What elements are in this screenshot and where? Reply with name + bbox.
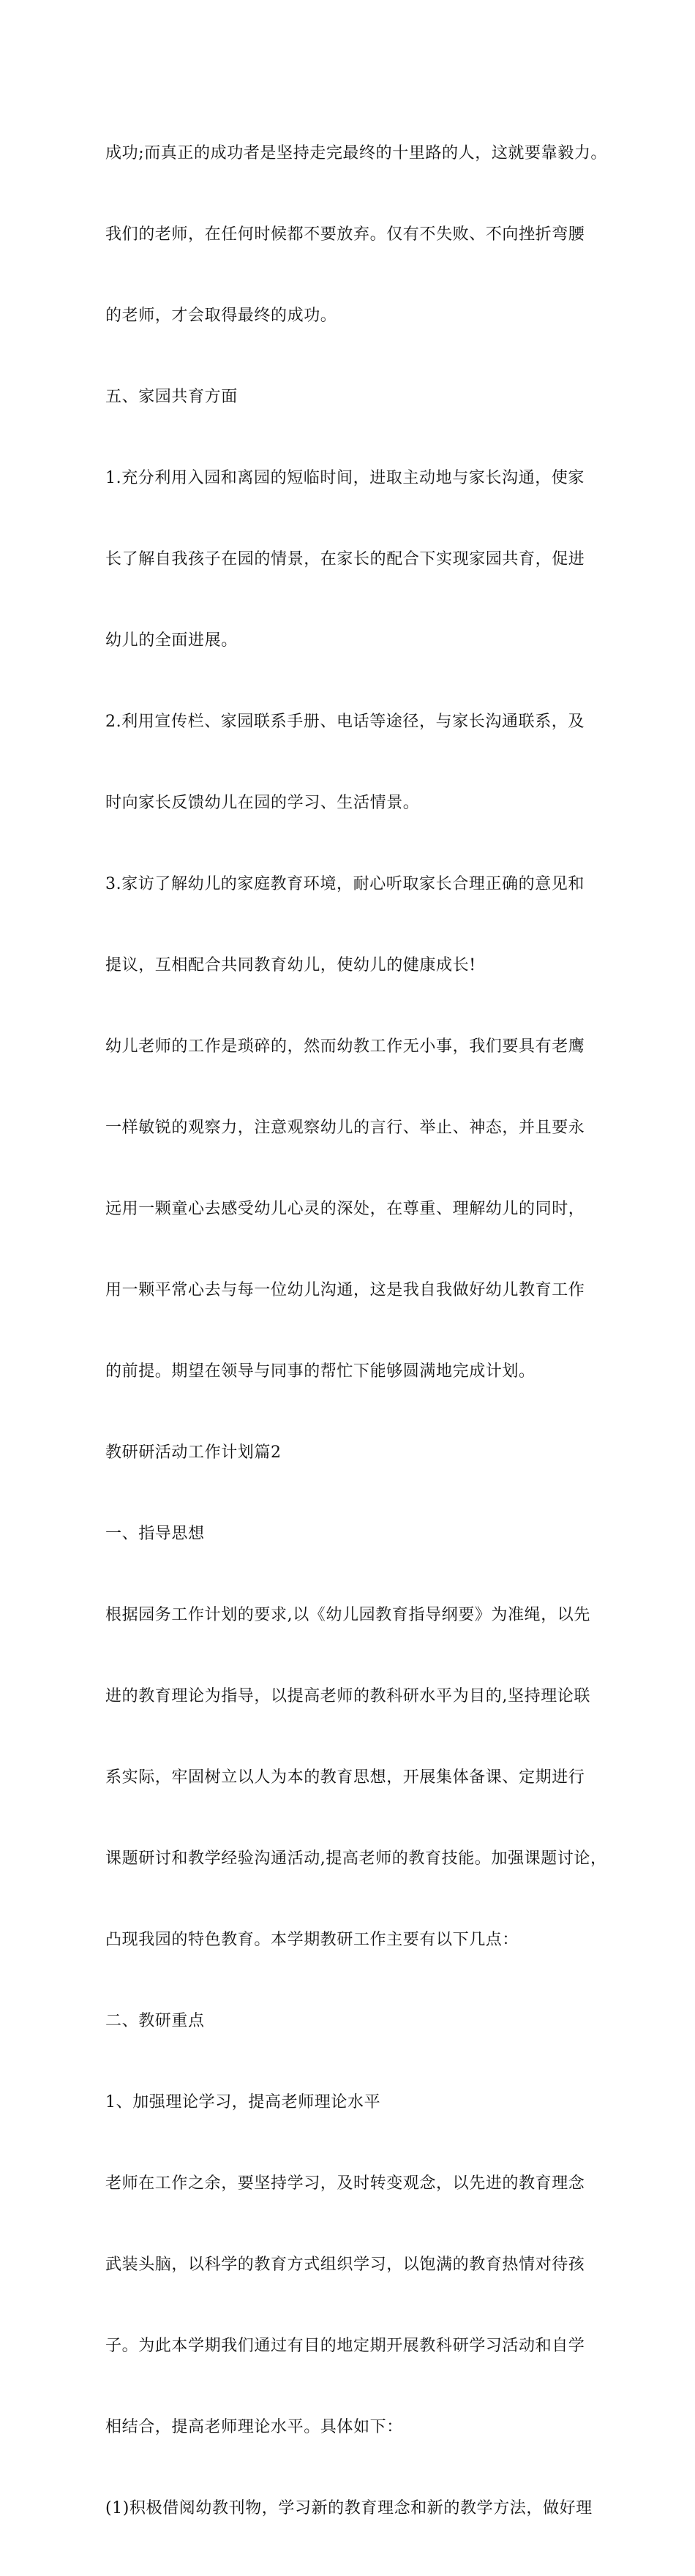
- text-line: 2.利用宣传栏、家园联系手册、电话等途径，与家长沟通联系，及: [105, 713, 585, 731]
- text-line: 幼儿老师的工作是琐碎的，然而幼教工作无小事，我们要具有老鹰: [105, 1037, 585, 1056]
- subsection-heading: 1、加强理论学习，提高老师理论水平: [105, 2093, 381, 2111]
- text-line: 武装头脑，以科学的教育方式组织学习，以饱满的教育热情对待孩: [105, 2256, 585, 2274]
- text-line: 远用一颗童心去感受幼儿心灵的深处，在尊重、理解幼儿的同时，: [105, 1200, 585, 1218]
- document-body: [105, 86, 610, 2576]
- section-heading: 二、教研重点: [105, 2012, 205, 2030]
- text-line: 长了解自我孩子在园的情景，在家长的配合下实现家园共育，促进: [105, 550, 585, 568]
- text-line: 相结合，提高老师理论水平。具体如下：: [105, 2418, 403, 2436]
- text-line: 用一颗平常心去与每一位幼儿沟通，这是我自我做好幼儿教育工作: [105, 1281, 585, 1299]
- text-line: 成功;而真正的成功者是坚持走完最终的十里路的人，这就要靠毅力。: [105, 144, 608, 162]
- text-line: 老师在工作之余，要坚持学习，及时转变观念，以先进的教育理念: [105, 2174, 585, 2193]
- text-line: 进的教育理论为指导，以提高老师的教科研水平为目的,坚持理论联: [105, 1687, 590, 1705]
- text-line: 课题研讨和教学经验沟通活动,提高老师的教育技能。加强课题讨论，: [105, 1850, 607, 1868]
- text-line: 的前提。期望在领导与同事的帮忙下能够圆满地完成计划。: [105, 1362, 536, 1381]
- document-title: 教研研活动工作计划篇2: [105, 1443, 282, 1462]
- text-line: 我们的老师，在任何时候都不要放弃。仅有不失败、不向挫折弯腰: [105, 225, 585, 244]
- text-line: 幼儿的全面进展。: [105, 631, 238, 650]
- text-line: 提议，互相配合共同教育幼儿，使幼儿的健康成长!: [105, 956, 476, 975]
- text-line: 3.家访了解幼儿的家庭教育环境，耐心听取家长合理正确的意见和: [105, 875, 585, 893]
- text-line: 时向家长反馈幼儿在园的学习、生活情景。: [105, 794, 420, 812]
- text-line: 根据园务工作计划的要求,以《幼儿园教育指导纲要》为准绳，以先: [105, 1606, 590, 1624]
- text-line: 的老师，才会取得最终的成功。: [105, 307, 337, 325]
- text-line: 凸现我园的特色教育。本学期教研工作主要有以下几点：: [105, 1931, 519, 1949]
- text-line: (1)积极借阅幼教刊物，学习新的教育理念和新的教学方法，做好理: [105, 2499, 593, 2517]
- text-line: 子。为此本学期我们通过有目的地定期开展教科研学习活动和自学: [105, 2337, 585, 2355]
- section-heading: 一、指导思想: [105, 1525, 205, 1543]
- text-line: 一样敏锐的观察力，注意观察幼儿的言行、举止、神态，并且要永: [105, 1119, 585, 1137]
- text-line: 系实际，牢固树立以人为本的教育思想，开展集体备课、定期进行: [105, 1768, 585, 1787]
- text-line: 1.充分利用入园和离园的短临时间，进取主动地与家长沟通，使家: [105, 469, 585, 487]
- section-heading: 五、家园共育方面: [105, 388, 238, 406]
